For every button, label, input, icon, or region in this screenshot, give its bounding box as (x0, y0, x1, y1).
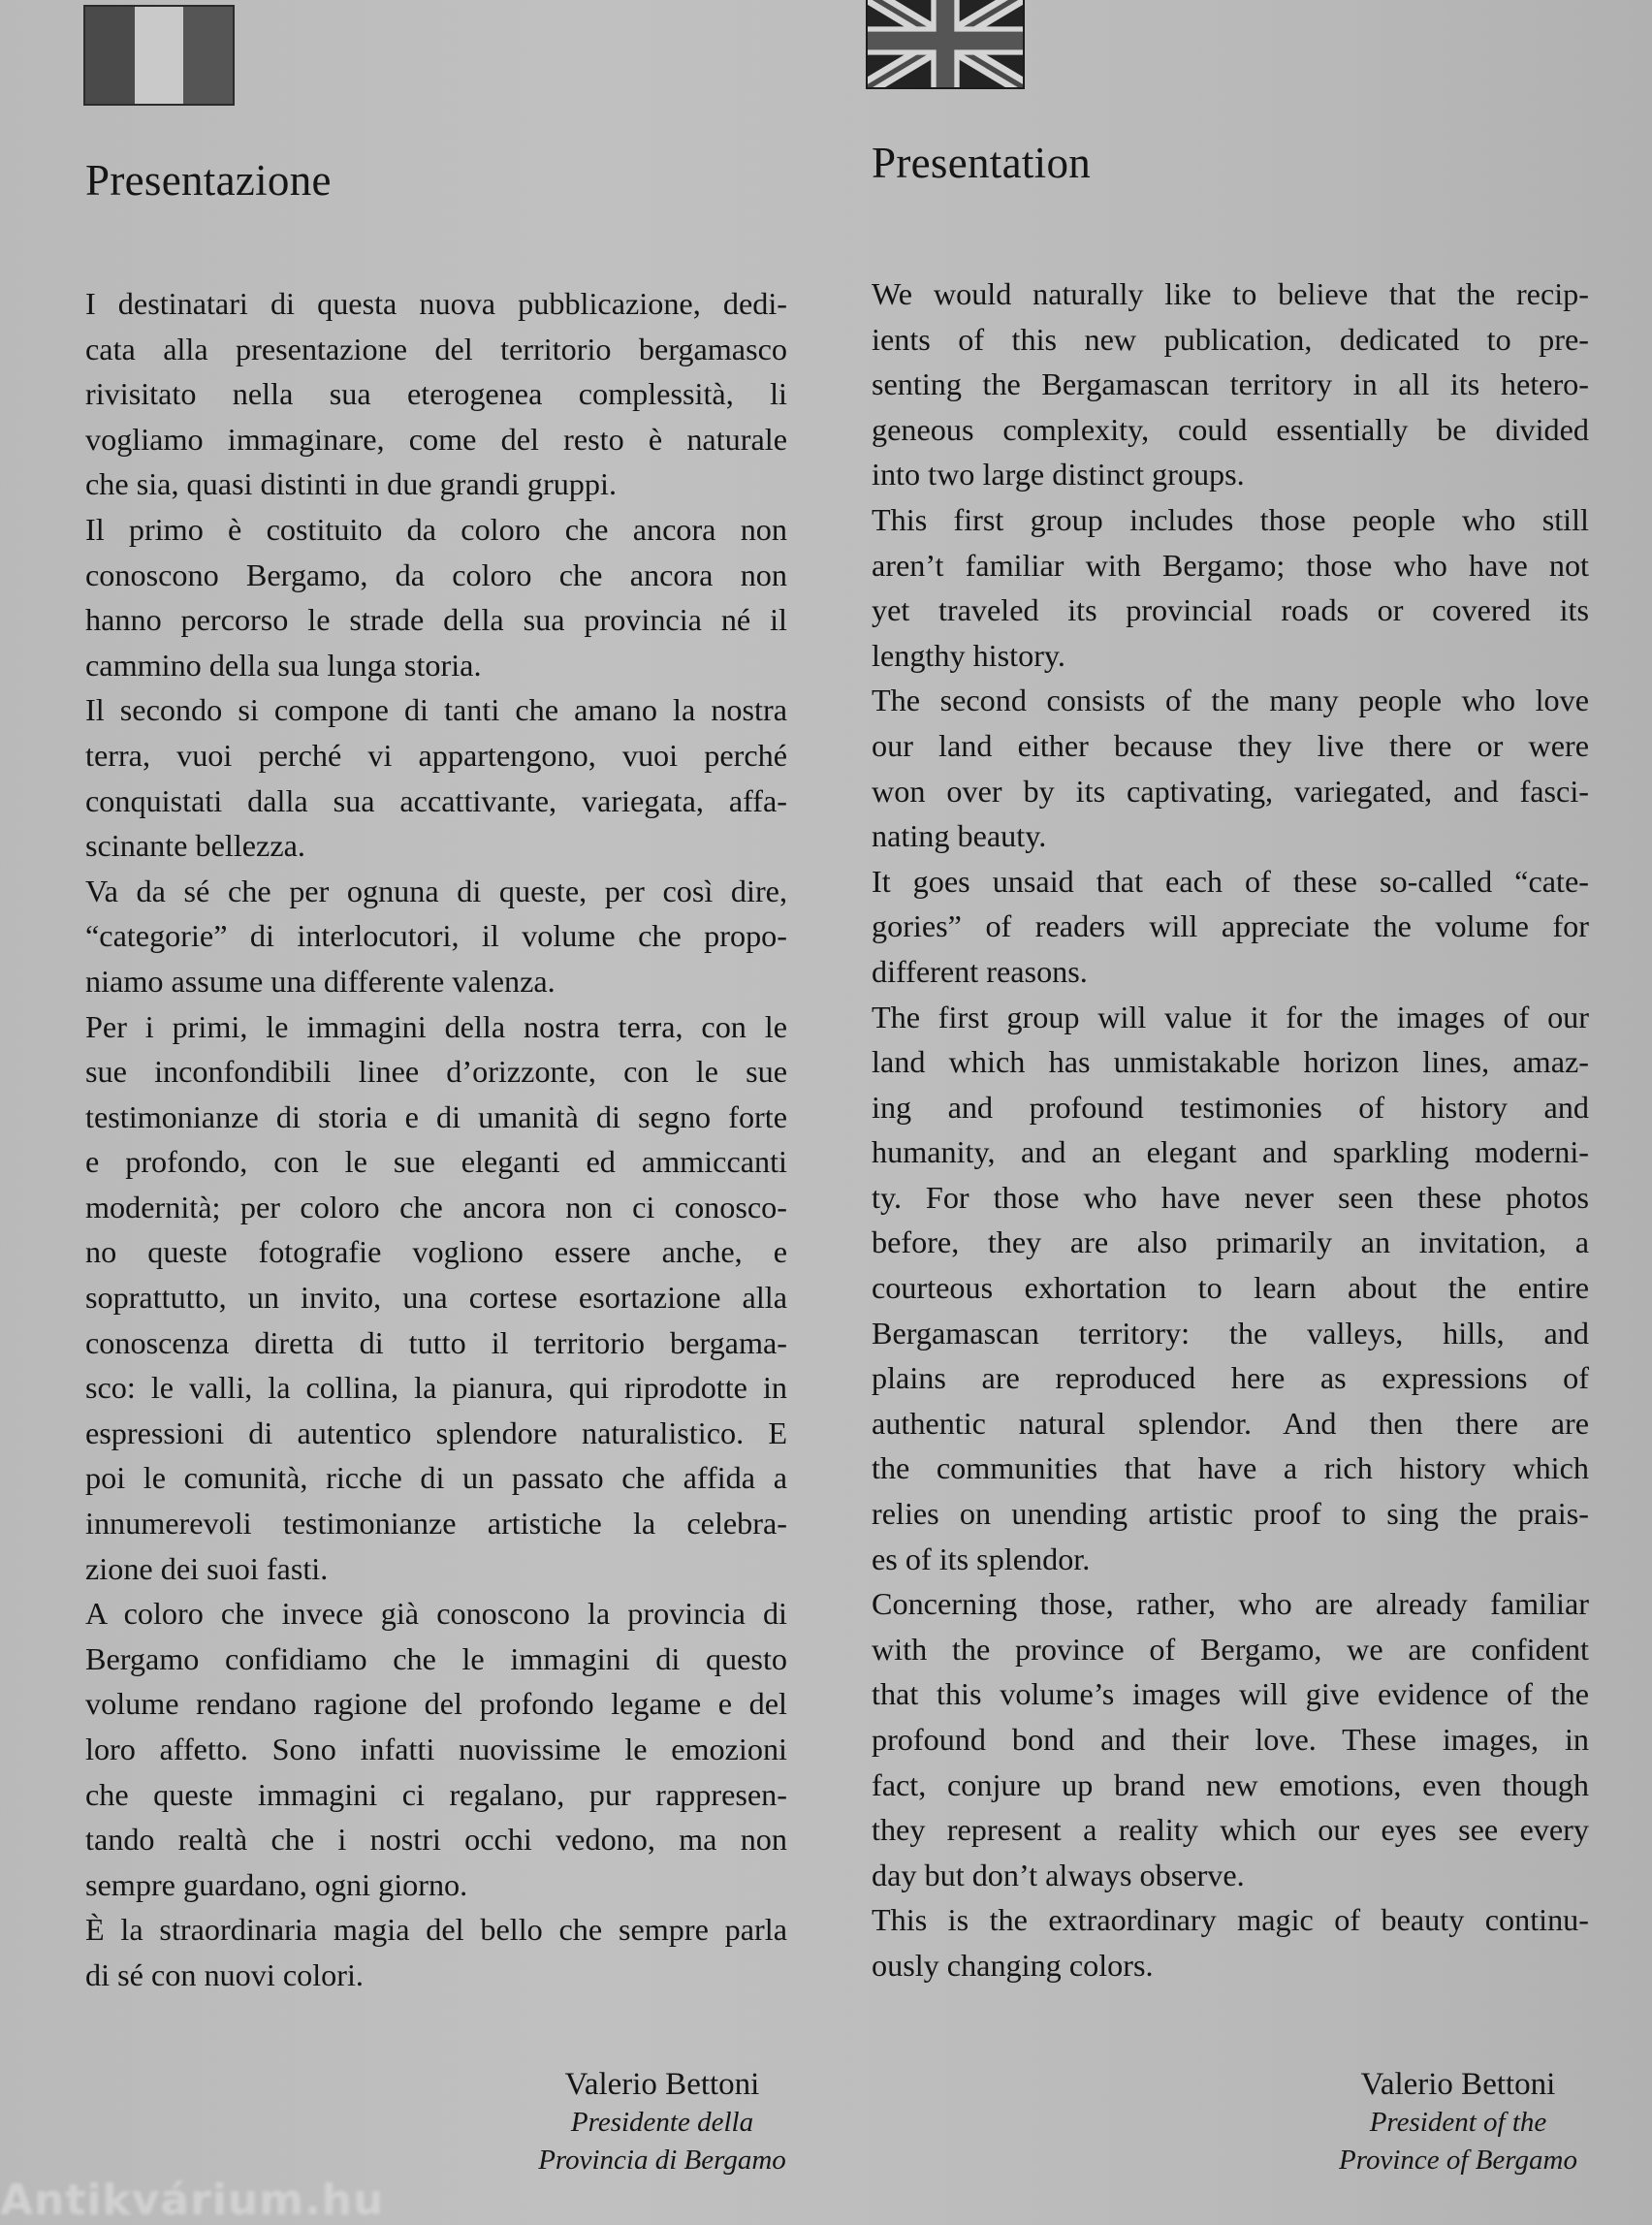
text-line: different reasons. (872, 953, 1088, 989)
text-line: This first group includes those people who still (872, 501, 1589, 537)
text-line: “categorie” di interlocutori, il volume che propo- (85, 918, 787, 954)
text-line: che queste immagini ci regalano, pur rappresen- (85, 1776, 787, 1812)
text-line: di sé con nuovi colori. (85, 1956, 364, 1992)
text-line: no queste fotografie vogliono essere anche, e (85, 1234, 787, 1270)
text-line: We would naturally like to believe that the recip- (872, 276, 1589, 311)
text-line: È la straordinaria magia del bello che sempre parla (85, 1912, 787, 1948)
text-line: cata alla presentazione del territorio bergamasco (85, 331, 787, 366)
text-line: niamo assume una differente valenza. (85, 963, 556, 999)
text-line: Va da sé che per ognuna di queste, per così dire, (85, 873, 787, 908)
text-line: che sia, quasi distinti in due grandi gruppi. (85, 466, 617, 502)
text-line: before, they are also primarily an invitation, a (872, 1224, 1589, 1260)
text-line: humanity, and an elegant and sparkling moderni- (872, 1134, 1589, 1170)
watermark-text: Antikvárium.hu (0, 2176, 385, 2225)
text-line: The first group will value it for the images of our (872, 999, 1589, 1034)
text-line: courteous exhortation to learn about the entire (872, 1270, 1589, 1306)
text-line: land which has unmistakable horizon lines, amaz- (872, 1044, 1589, 1080)
text-line: The second consists of the many people who love (872, 683, 1589, 718)
text-line: sue inconfondibili linee d’orizzonte, con le sue (85, 1054, 787, 1090)
text-line: relies on unending artistic proof to sing the prais- (872, 1496, 1589, 1532)
text-line: I destinatari di questa nuova pubblicazione, dedi- (85, 286, 787, 321)
text-line: innumerevoli testimonianze artistiche la celebra- (85, 1506, 787, 1542)
text-line: day but don’t always observe. (872, 1857, 1245, 1892)
text-line: Bergamo confidiamo che le immagini di questo (85, 1640, 787, 1676)
text-line: profound bond and their love. These images, in (872, 1722, 1589, 1757)
text-line: es of its splendor. (872, 1541, 1091, 1576)
text-line: testimonianze di storia e di umanità di segno forte (85, 1098, 787, 1134)
text-line: modernità; per coloro che ancora non ci conosco- (85, 1189, 787, 1224)
text-line: plains are reproduced here as expressions of (872, 1360, 1589, 1396)
signature-role-line2: Provincia di Bergamo (538, 2145, 786, 2176)
text-line: Il secondo si compone di tanti che amano la nostra (85, 692, 787, 728)
text-line: ients of this new publication, dedicated to pre- (872, 321, 1589, 357)
text-line: that this volume’s images will give evidence of the (872, 1676, 1589, 1712)
text-line: senting the Bergamascan territory in all its hetero- (872, 366, 1589, 402)
text-line: tando realtà che i nostri occhi vedono, ma non (85, 1822, 787, 1858)
union-jack-flag-icon (866, 0, 1025, 89)
text-line: aren’t familiar with Bergamo; those who have not (872, 547, 1589, 583)
text-line: sco: le valli, la collina, la pianura, qui riprodotte in (85, 1370, 787, 1406)
text-line: This is the extraordinary magic of beauty continu- (872, 1902, 1589, 1938)
text-line: zione dei suoi fasti. (85, 1550, 329, 1586)
text-line: authentic natural splendor. And then there are (872, 1405, 1589, 1441)
text-line: espressioni di autentico splendore naturalistico. E (85, 1414, 787, 1450)
text-line: e profondo, con le sue eleganti ed ammiccanti (85, 1144, 787, 1180)
text-line: lengthy history. (872, 637, 1065, 673)
text-line: our land either because they live there or were (872, 727, 1589, 763)
text-line: they represent a reality which our eyes see every (872, 1812, 1589, 1848)
signature-role-line1: President of the (1369, 2107, 1547, 2138)
text-line: ty. For those who have never seen these photos (872, 1179, 1589, 1215)
text-line: Concerning those, rather, who are already familiar (872, 1586, 1589, 1622)
text-line: Per i primi, le immagini della nostra terra, con le (85, 1008, 787, 1044)
text-line: sempre guardano, ogni giorno. (85, 1866, 468, 1902)
text-line: geneous complexity, could essentially be divided (872, 411, 1589, 447)
text-line: scinante bellezza. (85, 828, 305, 864)
text-line: nating beauty. (872, 818, 1047, 854)
text-line: terra, vuoi perché vi appartengono, vuoi perché (85, 737, 787, 773)
english-body-text (872, 271, 1589, 1988)
text-line: rivisitato nella sua eterogenea complessità, li (85, 376, 787, 412)
signature-name: Valerio Bettoni (564, 2067, 760, 2102)
english-title: Presentation (872, 139, 1092, 187)
text-line: A coloro che invece già conoscono la provincia di (85, 1596, 787, 1632)
text-line: soprattutto, un invito, una cortese esortazione alla (85, 1280, 787, 1316)
text-line: gories” of readers will appreciate the volume for (872, 908, 1589, 944)
signature-role-line1: Presidente della (570, 2107, 754, 2138)
text-line: with the province of Bergamo, we are confident (872, 1631, 1589, 1667)
text-line: Il primo è costituito da coloro che ancora non (85, 511, 787, 547)
text-line: ing and profound testimonies of history and (872, 1089, 1589, 1125)
text-line: the communities that have a rich history which (872, 1450, 1589, 1486)
signature-name: Valerio Bettoni (1360, 2067, 1556, 2102)
text-line: vogliamo immaginare, come del resto è naturale (85, 421, 787, 457)
italian-flag-icon (83, 5, 235, 106)
text-line: poi le comunità, ricche di un passato che affida a (85, 1460, 787, 1496)
text-line: conoscono Bergamo, da coloro che ancora non (85, 556, 787, 592)
text-line: volume rendano ragione del profondo legame e del (85, 1686, 787, 1722)
text-line: conoscenza diretta di tutto il territorio bergama- (85, 1324, 787, 1360)
text-line: cammino della sua lunga storia. (85, 647, 482, 683)
italian-body-text (85, 281, 787, 1998)
italian-title: Presentazione (85, 156, 332, 205)
signature-role-line2: Province of Bergamo (1339, 2145, 1577, 2176)
text-line: Bergamascan territory: the valleys, hills, and (872, 1315, 1589, 1351)
text-line: yet traveled its provincial roads or covered its (872, 592, 1589, 628)
english-signature (1322, 2066, 1594, 2179)
text-line: fact, conjure up brand new emotions, even though (872, 1766, 1589, 1802)
text-line: conquistati dalla sua accattivante, variegata, affa- (85, 782, 787, 818)
italian-signature (531, 2066, 793, 2179)
text-line: hanno percorso le strade della sua provincia né il (85, 602, 787, 638)
text-line: It goes unsaid that each of these so-called “cate- (872, 863, 1589, 899)
text-line: won over by its captivating, variegated, and fasci- (872, 773, 1589, 809)
text-line: loro affetto. Sono infatti nuovissime le emozioni (85, 1732, 787, 1766)
text-line: ously changing colors. (872, 1947, 1154, 1983)
text-line: into two large distinct groups. (872, 457, 1245, 493)
